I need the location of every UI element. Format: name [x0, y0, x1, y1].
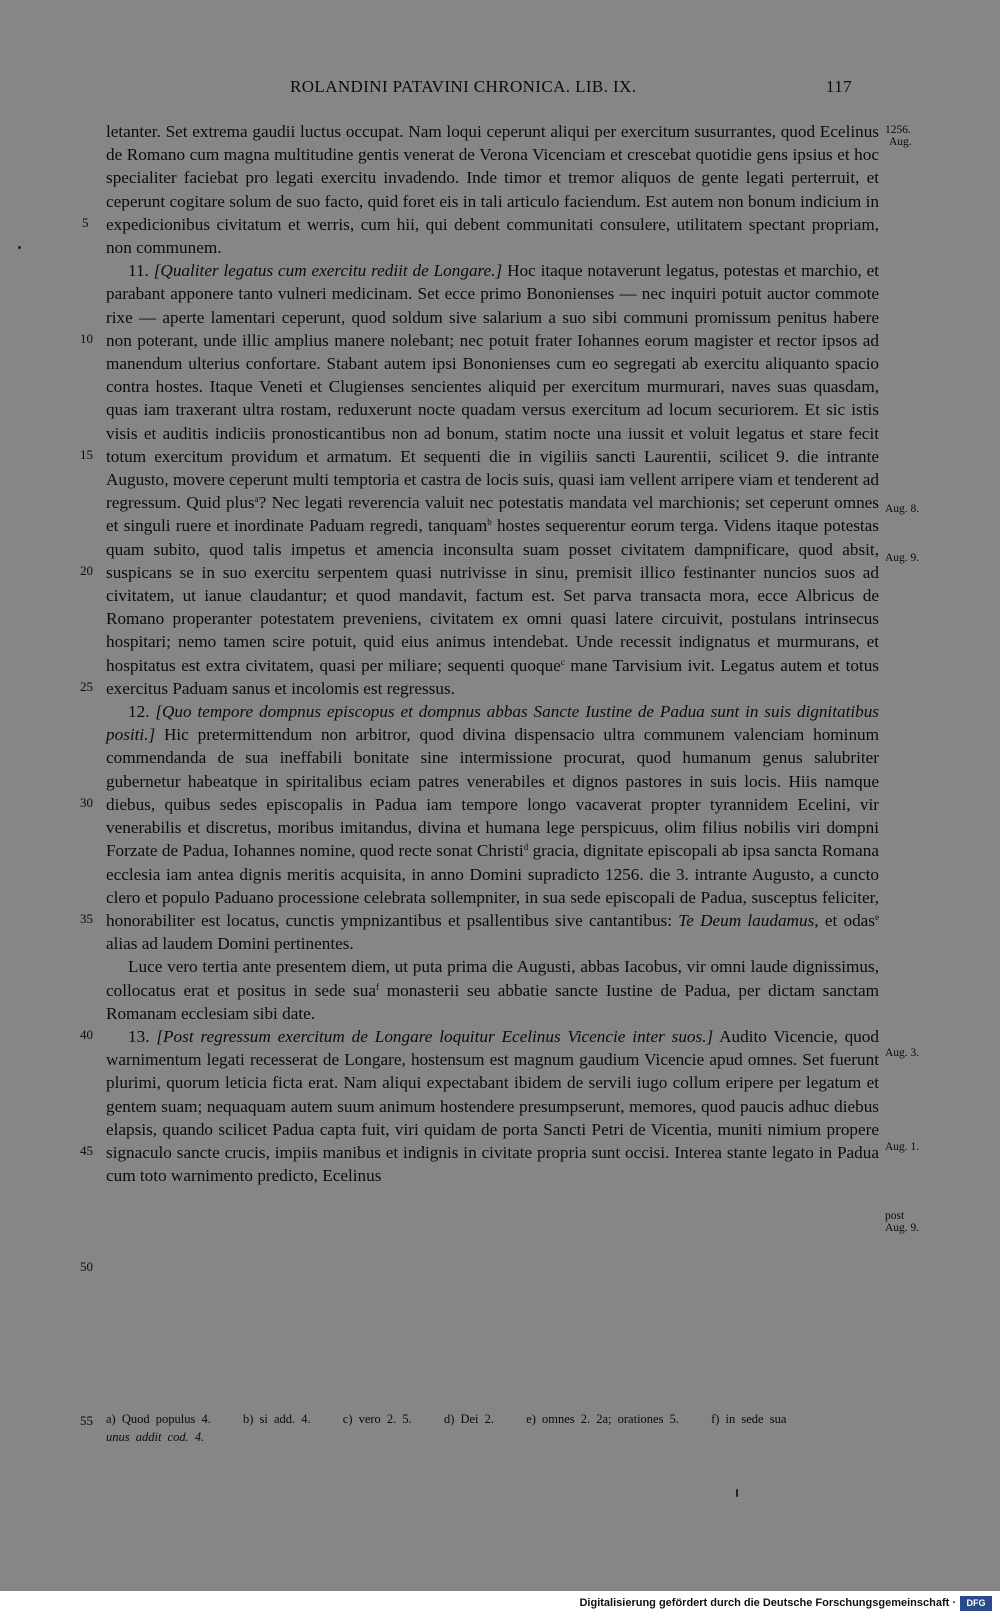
paragraph-text: letanter. Set extrema gaudii luctus occupat. Nam loqui ceperunt aliqui per exercitum susurrantes, quod Ecelinus de Romano cum magna multitudine gentis venerat de Verona Vicenciam et crescebat quotidie gens ipsius et hoc specialiter faciebat pro legati exercitu invadendo. Inde timor et tremor aliquos de gente legati perterruit, et ceperunt cogitare solum de suo facto, quid foret eis in tali articulo faciendum. Est autem non bonum indicium in expedicionibus civitatum et werris, cum hii, qui debent communitati consulere, utilitatem spectant propriam, non communem.: [106, 122, 879, 258]
paragraph-1: [106, 120, 879, 259]
paragraph-abbas: [106, 955, 879, 1025]
section-text: hostes sequerentur eorum terga. Videns itaque potestas quam subito, quod talis impetus et amencia inconsulta suam posset civitatem dampnificare, quod absit, suspicans se in suo exercitu serpentem quasi nutrivisse in sinu, premisit illico festinanter nuncios suos ad civitatem, ut ianue claudantur; et quod mandavit, factum est. Set parva transacta mora, ecce Albricus de Romano properanter potestatem preveniens, civitatem ex omni quasi latere circuivit, postulans intrinsecus hospitari; nemo tamen scire potuit, quid eius animus intendebat. Unde recessit indignatus et murmurans, et hospitatus est extra civitatem, quasi per miliare; sequenti quoque: [106, 516, 879, 675]
section-text: Hoc itaque notaverunt legatus, potestas et marchio, et parabant apponere tanto vulneri medicinam. Set ecce primo Bononienses — nec inquiri potuit auctor commote rixe — aperte lamentari ceperunt, quod soldum sive salarium a suo sibi communi promissum penitus habere non poterant, unde illic amplius manere nolebant; nec potuit frater Iohannes eorum magister et rector ipsos ad manendum ulterius confortare. Stabant autem ipsi Bononienses cum eo segregati ab exercitu aliquanto spacio contra hostes. Itaque Veneti et Clugienses sencientes aliquid per exercitum murmurari, naves suas quasdam, quas iam traxerant ultra rostam, reduxerunt nocte quadam versus exercitum ad locum securiorem. Et sic istis visis et auditis indiciis pronosticantibus non ad bonum, statim nocte una iussit et voluit legatus et stare fecit totum exercitum providum et armatum. Et sequenti die in vigiliis sancti Laurentii, scilicet 9. die intrante Augusto, movere ceperunt multi temptoria et castra de locis suis, quasi iam vellent arripere viam et tenderent ad regressum. Quid plus: [106, 261, 879, 513]
footnote-a: a) Quod populus 4.: [106, 1412, 211, 1426]
margin-date: [885, 503, 919, 515]
footnote-ref-a: a: [254, 494, 259, 505]
margin-date: [885, 552, 919, 564]
scan-speck: [18, 246, 21, 249]
footer-bar: [0, 1591, 1000, 1617]
dfg-logo: DFG: [960, 1596, 992, 1611]
section-text: mane Tarvisium ivit. Legatus autem et totus exercitus Paduam sanus et incolomis est regressus.: [106, 655, 879, 698]
line-number: 55: [80, 1413, 93, 1428]
line-number: 45: [80, 1143, 93, 1158]
line-number: 25: [80, 679, 93, 694]
funding-note: Digitalisierung gefördert durch die Deutsche Forschungsgemeinschaft ·: [579, 1597, 956, 1609]
page-number: 117: [825, 77, 852, 96]
hymn-title: Te Deum laudamus: [678, 910, 815, 930]
footnote-ref-b: b: [487, 517, 492, 528]
margin-date: [885, 1141, 919, 1153]
footnote-f-continued: unus addit cod. 4.: [106, 1430, 205, 1444]
margin-date-line: Aug. 9.: [885, 1222, 920, 1234]
section-text: alias ad laudem Domini pertinentes.: [106, 934, 354, 954]
section-number: 13.: [128, 1026, 150, 1046]
margin-date-line: Aug. 3.: [885, 1047, 920, 1059]
margin-date-line: Aug. 8.: [885, 503, 920, 515]
section-text: Audito Vicencie, quod warnimentum legati recesserat de Longare, hostensum est magnum gaudium Vicencie apud omnes. Set fuerunt plurimi, quorum leticia ficta erat. Nam aliqui expectabant ibidem de servili iugo collum eripere per legatum et gentem suam; nequaquam autem suum animum hostendere presumpserunt, memores, quod paucis adhuc diebus elapsis, quando scilicet Padua capta fuit, viri quidam de porta Sancti Petri de Vicentia, muniti nimium propere signaculo sancte crucis, impiis manibus et indignis in civitate propria sunt occisi. Interea stante legato in Padua cum toto warnimento predicto, Ecelinus: [106, 1026, 879, 1186]
scan-speck: [736, 1489, 738, 1497]
footnote-ref-f: f: [375, 981, 379, 992]
section-number: 11.: [128, 261, 149, 281]
section-text: Hic pretermittendum non arbitror, quod divina dispensacio ultra communem valenciam hominum commendanda de sua ineffabili bonitate sine intermissione procurat, quod humanum genus salubriter gubernetur habeatque in spiritalibus eciam patres venerabiles et dignos pastores in suis locis. Hiis namque diebus, quibus sedes episcopalis in Padua iam tempore longo vacaverat propter tyrannidem Ecelini, vir venerabilis et discretus, moribus imitandus, divina et humana lege perspicuus, olim filius nobilis viri dompni Forzate de Padua, Iohannes nomine, quod recte sonat Christi: [106, 725, 879, 861]
footnote-ref-e: e: [874, 911, 879, 922]
section-text: gracia, dignitate episcopali ab ipsa sancta Romana ecclesia iam antea dignis meritis acquisita, in anno Domini supradicto 1256. die 3. intrante Augusto, a cuncto clero et populo Paduano processione celebrata sollempniter, in sua sede episcopali de Padua, susceptus feliciter, honorabiliter est locatus, cunctis ympnizantibus et psallentibus sive cantantibus:: [106, 841, 879, 930]
footnote-ref-d: d: [523, 842, 529, 853]
margin-date: [885, 1047, 919, 1059]
line-number: 40: [80, 1027, 93, 1042]
margin-date-line: Aug. 9.: [885, 552, 920, 564]
section-text: ? Nec legati reverencia valuit nec potestatis mandata vel marchionis; set ceperunt omnes et singuli ruere et inordinate Paduam regredi, tanquam: [106, 493, 879, 536]
margin-date: [885, 1210, 919, 1234]
section-heading: [Post regressum exercitum de Longare loquitur Ecelinus Vicencie inter suos.]: [156, 1026, 714, 1046]
footnote-e: e) omnes 2. 2a; orationes 5.: [526, 1412, 679, 1426]
margin-date-line: Aug. 1.: [885, 1141, 920, 1153]
running-title: ROLANDINI PATAVINI CHRONICA. LIB. IX.: [290, 77, 637, 96]
section-text: , et odas: [814, 910, 875, 930]
paragraph-text: Luce vero tertia ante presentem diem, ut puta prima die Augusti, abbas Iacobus, vir omni laude dignissimus, collocatus erat et positus in sede sua: [106, 957, 879, 1000]
line-number: 10: [80, 331, 93, 346]
section-heading: [Quo tempore dompnus episcopus et dompnus abbas Sancte Iustine de Padua sunt in suis dignitatibus positi.]: [106, 702, 879, 745]
footnotes: [106, 1410, 886, 1446]
main-text: [106, 120, 879, 1187]
footnote-c: c) vero 2. 5.: [342, 1412, 412, 1426]
line-number: 15: [80, 447, 93, 462]
line-number: 50: [80, 1259, 93, 1274]
line-number: 5: [82, 215, 89, 230]
footnote-d: d) Dei 2.: [443, 1412, 495, 1426]
footnote-f: f) in sede sua: [711, 1412, 787, 1426]
line-number: 35: [80, 911, 93, 926]
section-number: 12.: [128, 702, 150, 722]
section-11: [106, 259, 879, 700]
footnote-b: b) si add. 4.: [242, 1412, 311, 1426]
margin-date: [885, 124, 912, 148]
section-13: [106, 1025, 879, 1187]
section-heading: [Qualiter legatus cum exercitu rediit de Longare.]: [153, 261, 503, 281]
margin-date-line: 1256.: [885, 124, 911, 136]
footnote-ref-c: c: [560, 656, 565, 667]
margin-date-line: post: [885, 1210, 905, 1222]
line-number: 20: [80, 563, 93, 578]
margin-date-line: Aug.: [889, 136, 912, 148]
paragraph-text: monasterii seu abbatie sancte Iustine de Padua, per dictam sanctam Romanam ecclesiam sibi date.: [106, 980, 879, 1023]
line-number: 30: [80, 795, 93, 810]
section-12: [106, 700, 879, 955]
